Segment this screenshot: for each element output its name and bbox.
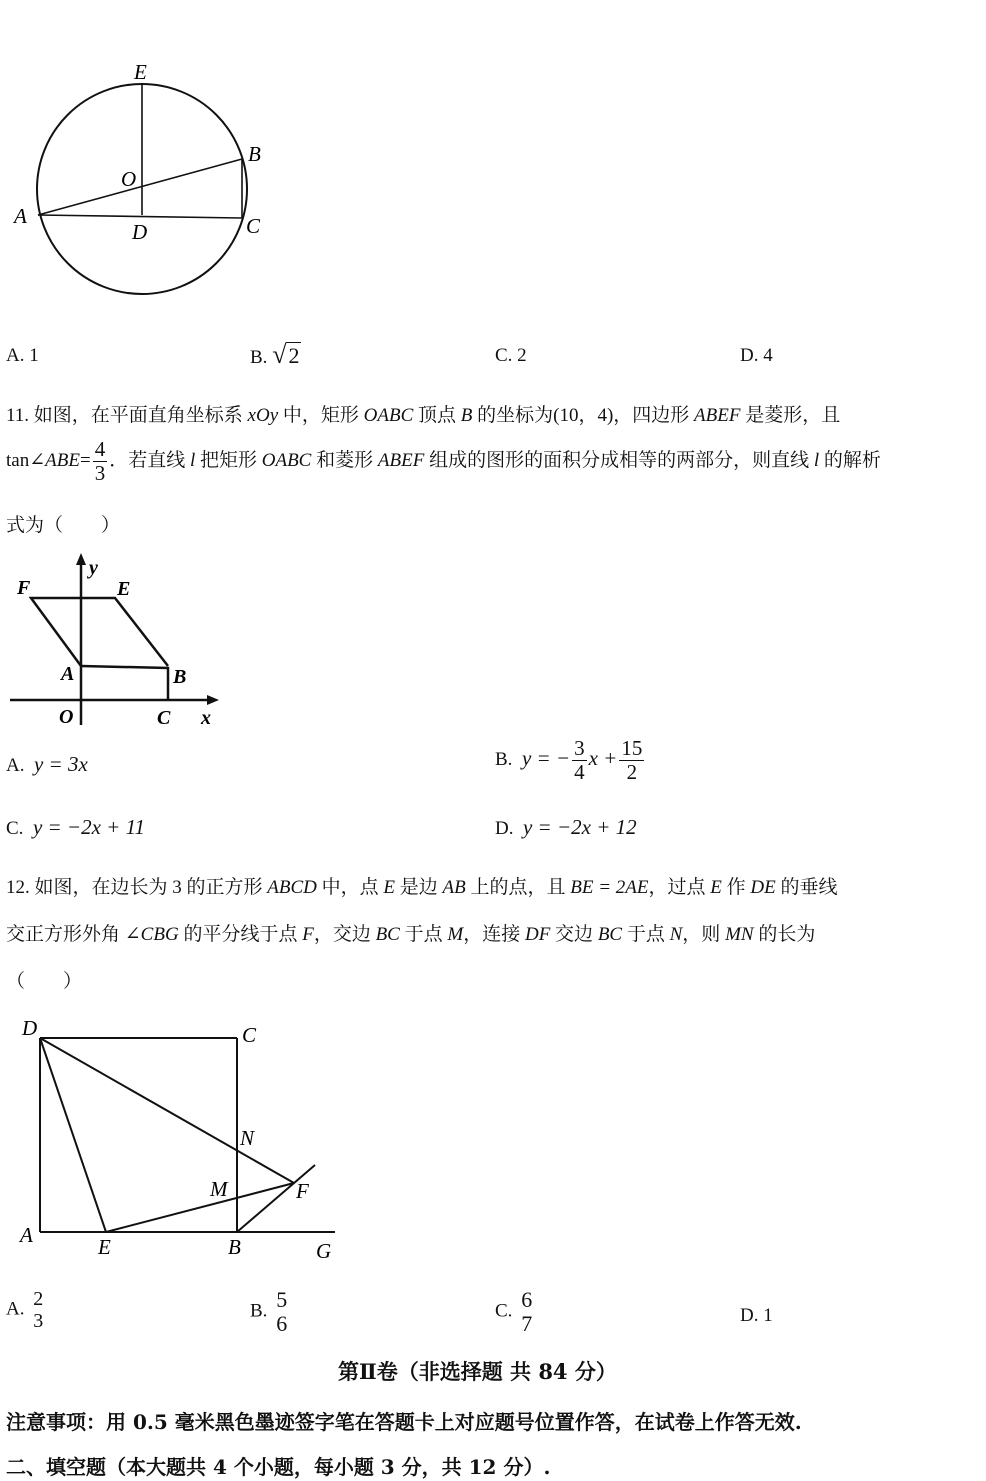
q12-text: ，交边 <box>313 924 376 945</box>
q11-oabc: OABC <box>261 449 312 471</box>
q12-abcd: ABCD <box>267 877 317 898</box>
label-x: x <box>201 707 211 729</box>
label-O: O <box>121 167 137 191</box>
q10-option-c: C. 2 <box>495 345 527 366</box>
frac-den: 2 <box>626 760 638 785</box>
frac-den: 7 <box>521 1311 533 1337</box>
q12-MN: MN <box>725 924 754 945</box>
option-prefix: C. <box>6 818 24 839</box>
q11-text: 11. 如图，在平面直角坐标系 <box>6 405 248 426</box>
q11-xoy: xOy <box>247 405 279 426</box>
q11-B: B <box>460 405 473 426</box>
label-A: A <box>20 1223 33 1247</box>
q11-text: 把矩形 <box>195 449 262 471</box>
label-F: F <box>296 1179 309 1203</box>
label-D: D <box>132 220 148 244</box>
frac-num: 6 <box>521 1287 533 1312</box>
q12-text: ，连接 <box>463 924 525 945</box>
q12-AB: AB <box>442 877 466 898</box>
label-B: B <box>228 1235 241 1259</box>
q11-tan: tan∠ <box>6 449 46 471</box>
q11-line3: 式为（ ） <box>6 515 121 536</box>
q12-text: 是边 <box>395 877 443 898</box>
q12-option-d: D. 1 <box>740 1305 773 1326</box>
q11-text: 和菱形 <box>311 449 378 471</box>
frac-6-7 <box>519 1288 534 1336</box>
q12-text: 作 <box>721 877 751 898</box>
label-C: C <box>246 214 261 238</box>
label-M: M <box>210 1177 228 1201</box>
option-prefix: B. <box>495 748 513 770</box>
part2-heading: 二、填空题（本大题共 4 个小题，每小题 3 分，共 12 分）. <box>6 1455 551 1479</box>
q12-line3: （ ） <box>6 971 83 992</box>
q11-option-b <box>495 737 646 784</box>
q12-option-a <box>6 1288 47 1332</box>
q12-text: 的平分线于点 <box>178 924 303 945</box>
q12-line2 <box>6 919 815 946</box>
q12-text: 的垂线 <box>775 877 838 898</box>
q10-circle-figure <box>10 55 290 305</box>
q12-BC: BC <box>375 924 400 945</box>
q11-text: 顶点 <box>413 405 461 426</box>
q12-F: F <box>302 924 314 945</box>
q12-eq: BE = 2AE <box>570 877 649 898</box>
frac-num: 2 <box>33 1288 44 1310</box>
label-B: B <box>173 666 187 688</box>
q11-text: 是菱形，且 <box>740 405 841 426</box>
q11-frac <box>93 438 108 485</box>
label-N: N <box>240 1126 255 1150</box>
label-D: D <box>22 1016 38 1040</box>
label-F: F <box>17 577 31 599</box>
q12-option-b <box>250 1288 291 1336</box>
q11-option-a <box>6 752 88 777</box>
frac-num: 3 <box>574 736 585 760</box>
segment-DF <box>40 1038 294 1183</box>
section2-title: 第Ⅱ卷（非选择题 共 84 分） <box>338 1359 617 1384</box>
q11-text: 组成的图形的面积分成相等的两部分，则直线 <box>424 449 814 471</box>
q11-text: 的坐标为(10，4)，四边形 <box>472 405 695 426</box>
option-expr: y = −2x + 12 <box>522 815 637 839</box>
label-G: G <box>316 1239 332 1263</box>
q12-text: ，过点 <box>648 877 711 898</box>
q11-l: l <box>813 449 820 471</box>
frac-den: 3 <box>94 461 106 486</box>
label-B: B <box>248 142 261 166</box>
q12-text: 12. 如图，在边长为 3 的正方形 <box>6 877 268 898</box>
q12-cbg: ∠CBG <box>124 924 179 945</box>
q10-option-d: D. 4 <box>740 345 773 366</box>
q12-text: ，则 <box>682 924 726 945</box>
q12-N: N <box>669 924 683 945</box>
q10-option-b <box>250 340 301 370</box>
frac-2-3 <box>31 1288 45 1332</box>
x-axis-arrow <box>207 695 219 705</box>
label-y: y <box>89 557 98 579</box>
q10-option-a: A. 1 <box>6 345 39 366</box>
q12-text: 交正方形外角 <box>6 924 125 945</box>
label-C: C <box>242 1023 257 1047</box>
q11-l: l <box>189 449 196 471</box>
sqrt-radicand: 2 <box>288 343 300 368</box>
q11-line2 <box>6 438 881 485</box>
label-E: E <box>98 1235 111 1259</box>
q12-DE: DE <box>750 877 776 898</box>
sqrt-sign: √ <box>272 340 287 369</box>
q10-option-b-prefix: B. <box>250 347 268 368</box>
q11-option-c <box>6 815 145 840</box>
q11-oabc: OABC <box>363 405 414 426</box>
q12-M: M <box>447 924 464 945</box>
option-prefix: A. <box>6 1298 25 1320</box>
segment-AB <box>38 159 242 215</box>
frac-num: 5 <box>276 1287 288 1312</box>
q12-E: E <box>383 877 395 898</box>
y-axis-arrow <box>76 553 86 565</box>
label-E: E <box>134 60 147 84</box>
frac-5-6 <box>274 1288 289 1336</box>
q11-abe: ABE <box>45 449 80 471</box>
option-expr: y = −2x + 11 <box>32 815 146 839</box>
q11-line1 <box>6 400 840 427</box>
q12-text: 交边 <box>550 924 598 945</box>
label-A: A <box>14 204 27 228</box>
q11-text: 的解析 <box>819 449 881 471</box>
option-expr: x + <box>588 745 618 770</box>
option-prefix: B. <box>250 1300 268 1322</box>
option-prefix: D. <box>495 818 514 839</box>
label-C: C <box>157 707 171 729</box>
label-E: E <box>117 578 131 600</box>
q12-DF: DF <box>524 924 551 945</box>
q11-option-d <box>495 815 637 840</box>
q12-text: 的长为 <box>753 924 816 945</box>
option-prefix: C. <box>495 1300 513 1322</box>
notice: 注意事项：用 0.5 毫米黑色墨迹签字笔在答题卡上对应题号位置作答，在试卷上作答无效. <box>6 1410 802 1434</box>
q12-BC: BC <box>597 924 623 945</box>
rectangle-OABC <box>81 666 168 700</box>
q12-text: 于点 <box>622 924 670 945</box>
label-A: A <box>61 663 75 685</box>
q11-figure <box>5 550 230 735</box>
q11-eq: = <box>79 449 91 471</box>
frac-num: 4 <box>94 437 106 461</box>
frac-15-2 <box>619 737 644 784</box>
q11-abef: ABEF <box>377 449 425 471</box>
q12-text: 中，点 <box>316 877 384 898</box>
q12-text: 上的点，且 <box>465 877 571 898</box>
segment-DE <box>40 1038 106 1232</box>
q11-text: ．若直线 <box>109 449 190 471</box>
frac-den: 4 <box>574 760 585 785</box>
q12-option-c <box>495 1288 536 1336</box>
segment-AC <box>38 215 242 218</box>
q12-figure <box>10 1010 350 1270</box>
q11-text: 中，矩形 <box>278 405 364 426</box>
frac-den: 3 <box>33 1310 44 1332</box>
q12-line1 <box>6 872 837 899</box>
rhombus-ABEF <box>31 598 168 666</box>
q11-abef: ABEF <box>694 405 741 426</box>
frac-3-4 <box>572 737 587 784</box>
option-prefix: A. <box>6 755 25 776</box>
frac-num: 15 <box>621 736 643 760</box>
frac-den: 6 <box>276 1311 288 1337</box>
q12-text: 于点 <box>399 924 448 945</box>
q12-E: E <box>710 877 722 898</box>
option-expr: y = − <box>521 745 571 770</box>
label-O: O <box>59 706 74 728</box>
option-expr: y = 3x <box>33 752 88 776</box>
